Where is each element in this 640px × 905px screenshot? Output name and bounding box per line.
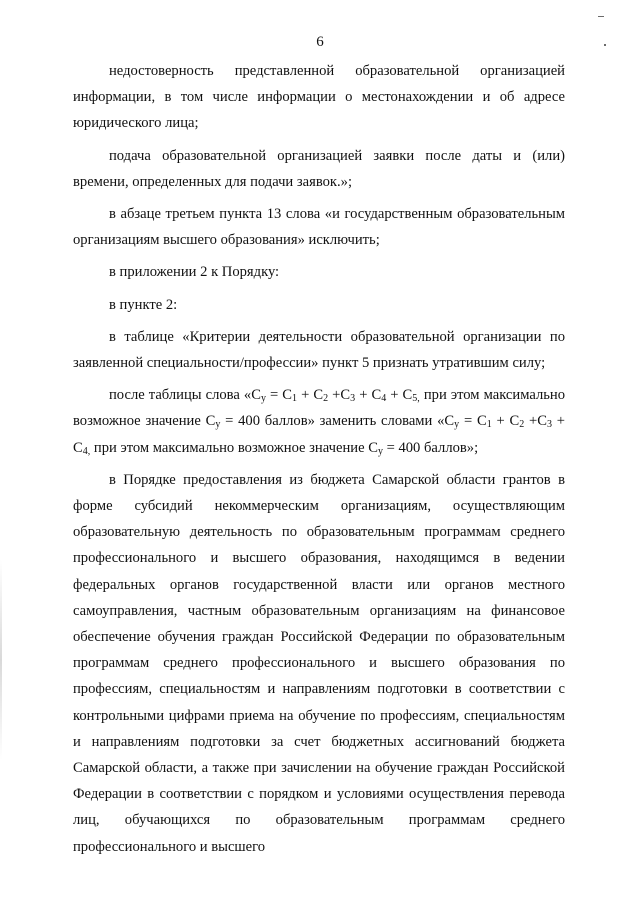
formula-paragraph: после таблицы слова «$С_у = С_1 + С_2 +С_3 + С_4 + С_{5,}$ при этом максимально возможное значение $С_у = 400$ баллов» заменить словами «$С_у = С_1 + С_2 +С_3 + С_{4,}$ при этом максимально возможное значение $С_у = 400$ баллов»; (73, 387, 565, 457)
scan-mark (604, 44, 606, 46)
paragraph: недостоверность представленной образовательной организацией информации, в том числе информации о местонахождении и об адресе юридического лица; (73, 63, 565, 132)
paragraph: подача образовательной организацией заявки после даты и (или) времени, определенных для подачи заявок.»; (73, 147, 565, 190)
scan-edge-shadow (0, 560, 2, 760)
document-body (73, 58, 565, 860)
paragraph: в пункте 2: (109, 296, 178, 313)
paragraph: в Порядке предоставления из бюджета Самарской области грантов в форме субсидий некоммерческим организациям, осуществляющим образовательную деятельность по образовательным программам среднего профессионального и высшего образования, находящимся в ведении федеральных органов государственной власти или органов местного самоуправления, частным образовательным организациям на финансовое обеспечение обучения граждан Российской Федерации по образовательным программам среднего профессионального и высшего образования по профессиям, специальностям и направлениям подготовки в соответствии с контрольными цифрами приема на обучение по профессиям, специальностям и направлениям подготовки за счет бюджетных ассигнований бюджета Самарской области, а также при зачислении на обучение граждан Российской Федерации в соответствии с порядком и условиями осуществления перевода лиц, обучающихся по образовательным программам среднего профессионального и высшего (73, 471, 565, 855)
paragraph: в приложении 2 к Порядку: (109, 264, 280, 281)
paragraph: в абзаце третьем пункта 13 слова «и государственным образовательным организациям высшего образования» исключить; (73, 206, 565, 249)
scan-mark (598, 16, 604, 17)
page-number: 6 (316, 34, 324, 50)
paragraph: в таблице «Критерии деятельности образовательной организации по заявленной специальности/профессии» пункт 5 признать утратившим силу; (73, 328, 565, 372)
